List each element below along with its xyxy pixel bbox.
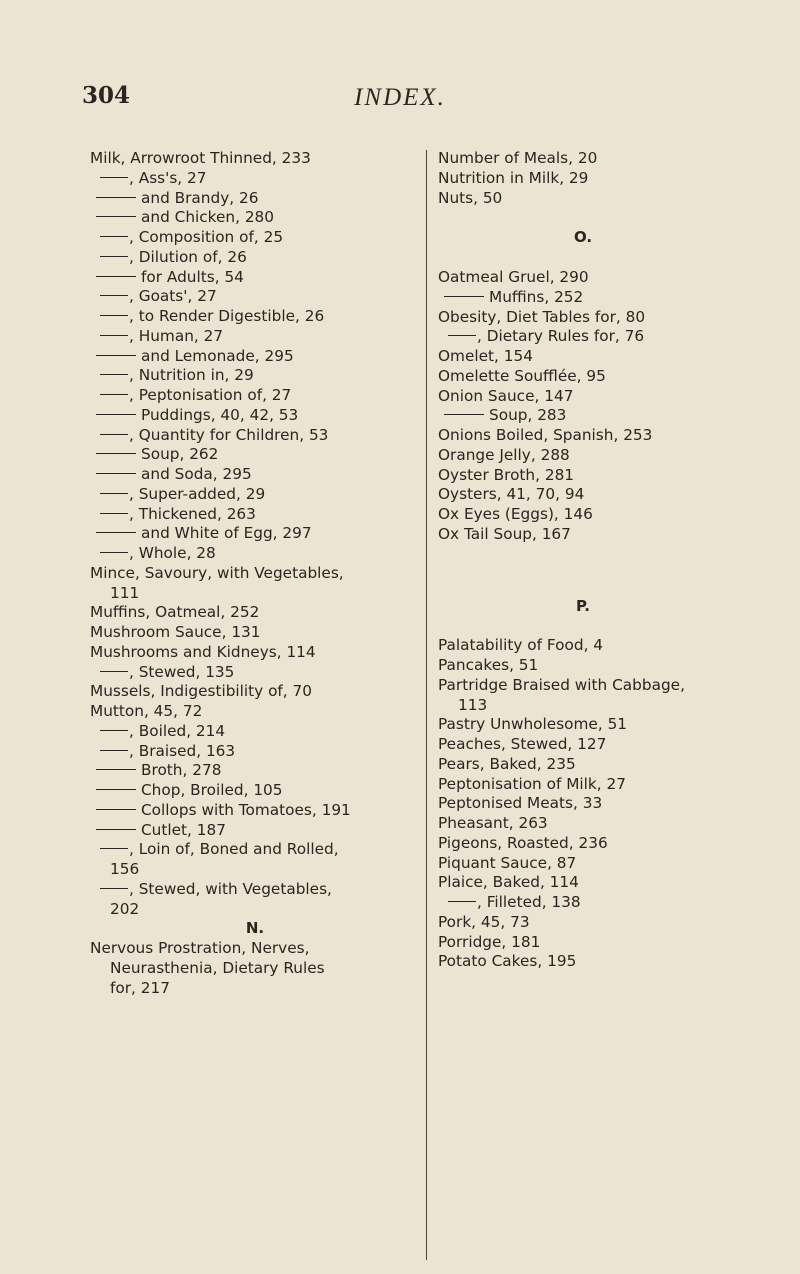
- index-entry: [90, 386, 420, 406]
- ditto-dash: [96, 473, 136, 474]
- entry-text: Omelette Soufflée, 95: [438, 366, 606, 385]
- entry-text: , Thickened, 263: [129, 504, 256, 523]
- index-entry: [438, 775, 728, 795]
- index-entry: [90, 524, 420, 544]
- ditto-dash: [96, 216, 136, 217]
- entry-text: Obesity, Diet Tables for, 80: [438, 307, 646, 326]
- index-entry: [438, 367, 728, 387]
- index-entry: [90, 445, 420, 465]
- ditto-dash: [96, 789, 136, 790]
- entry-text: , Peptonisation of, 27: [129, 386, 292, 404]
- index-entry: [90, 248, 420, 268]
- index-entry: [438, 169, 728, 189]
- index-entry: [438, 525, 728, 545]
- index-entry: [438, 189, 728, 209]
- index-entry: [438, 406, 728, 426]
- index-entry: [90, 426, 420, 446]
- index-entry: [90, 603, 420, 623]
- entry-text: and Chicken, 280: [141, 208, 275, 227]
- index-entry: [90, 880, 420, 920]
- entry-text: Potato Cakes, 195: [438, 952, 577, 971]
- section-letter-p: P.: [576, 596, 590, 615]
- ditto-dash: [96, 532, 136, 533]
- ditto-dash: [100, 730, 128, 731]
- entry-text: Cutlet, 187: [141, 820, 226, 839]
- index-entry: [438, 505, 728, 525]
- entries-n-continued: [438, 149, 728, 208]
- entry-text: Pigeons, Roasted, 236: [438, 833, 608, 852]
- index-entry: [90, 228, 420, 248]
- entry-continuation: Neurasthenia, Dietary Rules: [110, 958, 325, 977]
- index-entry: [90, 149, 420, 169]
- left-column: [90, 149, 420, 998]
- running-head: INDEX.: [354, 84, 446, 111]
- index-entry: [438, 913, 728, 933]
- entry-text: Collops with Tomatoes, 191: [141, 800, 351, 819]
- entry-text: for Adults, 54: [141, 267, 244, 286]
- index-entry: [438, 952, 728, 972]
- index-entry: [90, 682, 420, 702]
- entry-continuation: for, 217: [110, 978, 170, 997]
- index-entry: [438, 387, 728, 407]
- entry-text: Mutton, 45, 72: [90, 702, 203, 720]
- entry-continuation: 156: [110, 860, 140, 878]
- index-entry: [438, 636, 728, 656]
- index-entry: [438, 308, 728, 328]
- entry-text: Peptonisation of Milk, 27: [438, 774, 626, 793]
- entry-text: , Dilution of, 26: [129, 247, 247, 266]
- index-entry: [438, 485, 728, 505]
- entry-text: Puddings, 40, 42, 53: [141, 405, 299, 424]
- entry-text: Partridge Braised with Cabbage,: [438, 675, 685, 694]
- ditto-dash: [100, 374, 128, 375]
- entries-o: [438, 268, 728, 545]
- entry-text: Broth, 278: [141, 761, 222, 780]
- entry-text: Mussels, Indigestibility of, 70: [90, 682, 312, 701]
- entry-continuation: 202: [110, 899, 140, 918]
- ditto-dash: [96, 276, 136, 277]
- ditto-dash: [96, 355, 136, 356]
- index-entry: [438, 268, 728, 288]
- index-entry: [90, 761, 420, 781]
- index-entry: [90, 406, 420, 426]
- entry-text: Pork, 45, 73: [438, 912, 530, 931]
- entry-text: , Quantity for Children, 53: [129, 425, 329, 444]
- entry-text: Palatability of Food, 4: [438, 636, 604, 655]
- ditto-dash: [100, 493, 128, 494]
- entry-text: Muffins, 252: [489, 287, 584, 306]
- entry-text: Oysters, 41, 70, 94: [438, 485, 585, 504]
- index-entry: [90, 307, 420, 327]
- entry-text: Ox Tail Soup, 167: [438, 524, 571, 543]
- entry-text: Nervous Prostration, Nerves,: [90, 939, 310, 957]
- index-entry: [90, 742, 420, 762]
- ditto-dash: [100, 315, 128, 316]
- index-entry: [438, 327, 728, 347]
- ditto-dash: [444, 414, 484, 415]
- index-entry: [438, 854, 728, 874]
- index-entry: [90, 327, 420, 347]
- index-entry: [438, 426, 728, 446]
- entry-text: , Ass's, 27: [129, 168, 207, 187]
- ditto-dash: [100, 256, 128, 257]
- entry-text: Piquant Sauce, 87: [438, 853, 577, 872]
- ditto-dash: [100, 236, 128, 237]
- ditto-dash: [100, 552, 128, 553]
- index-entry: [90, 485, 420, 505]
- column-divider: [426, 150, 427, 1260]
- entry-text: Chop, Broiled, 105: [141, 781, 283, 799]
- index-entry: [438, 755, 728, 775]
- entry-text: Oatmeal Gruel, 290: [438, 268, 589, 286]
- entry-text: and Soda, 295: [141, 465, 252, 483]
- index-entry: [438, 893, 728, 913]
- ditto-dash: [96, 829, 136, 830]
- index-entry: [438, 149, 728, 169]
- index-entry: [90, 643, 420, 663]
- index-entry: [90, 465, 420, 485]
- ditto-dash: [100, 434, 128, 435]
- entry-text: Omelet, 154: [438, 347, 533, 365]
- index-entry: [90, 702, 420, 722]
- entry-text: Onions Boiled, Spanish, 253: [438, 426, 653, 444]
- ditto-dash: [96, 809, 136, 810]
- index-entry: [438, 347, 728, 367]
- index-entry: [90, 663, 420, 683]
- entry-text: , Super-added, 29: [129, 484, 266, 503]
- index-entry: [90, 544, 420, 564]
- entry-text: , Whole, 28: [129, 544, 216, 562]
- entry-text: Muffins, Oatmeal, 252: [90, 603, 260, 622]
- right-column: [438, 149, 728, 972]
- entry-text: Milk, Arrowroot Thinned, 233: [90, 149, 311, 167]
- index-entry: [438, 834, 728, 854]
- entry-text: , Stewed, 135: [129, 662, 235, 681]
- index-entry: [90, 939, 420, 998]
- entry-text: Ox Eyes (Eggs), 146: [438, 505, 593, 523]
- ditto-dash: [100, 177, 128, 178]
- entries-p: [438, 636, 728, 972]
- entry-text: , Composition of, 25: [129, 228, 284, 246]
- entry-text: Peptonised Meats, 33: [438, 794, 603, 813]
- entry-text: Mince, Savoury, with Vegetables,: [90, 563, 344, 582]
- ditto-dash: [96, 414, 136, 415]
- entry-text: , Filleted, 138: [477, 893, 581, 911]
- ditto-dash: [100, 513, 128, 514]
- index-entry: [438, 715, 728, 735]
- index-entry: [438, 735, 728, 755]
- entry-text: , to Render Digestible, 26: [129, 307, 325, 325]
- section-letter-o: O.: [573, 228, 593, 247]
- index-entry: [438, 288, 728, 308]
- ditto-dash: [96, 197, 136, 198]
- index-entry: [438, 933, 728, 953]
- entries-m: [90, 149, 420, 919]
- index-entry: [90, 189, 420, 209]
- entry-text: Nuts, 50: [438, 188, 503, 207]
- index-entry: [90, 781, 420, 801]
- entry-text: Number of Meals, 20: [438, 149, 598, 167]
- ditto-dash: [448, 901, 476, 902]
- entry-text: , Human, 27: [129, 326, 224, 345]
- entry-text: Peaches, Stewed, 127: [438, 735, 607, 753]
- section-letter-n: N.: [245, 919, 265, 938]
- entry-text: Mushrooms and Kidneys, 114: [90, 642, 316, 661]
- index-entry: [438, 466, 728, 486]
- index-entry: [90, 840, 420, 880]
- index-entry: [90, 505, 420, 525]
- index-entry: [438, 814, 728, 834]
- entry-text: , Boiled, 214: [129, 721, 226, 740]
- index-entry: [90, 287, 420, 307]
- index-entry: [90, 208, 420, 228]
- entry-text: , Braised, 163: [129, 741, 236, 760]
- entry-text: Plaice, Baked, 114: [438, 873, 579, 892]
- ditto-dash: [96, 453, 136, 454]
- entry-text: Nutrition in Milk, 29: [438, 168, 589, 187]
- entry-text: and Brandy, 26: [141, 188, 259, 207]
- entry-text: Soup, 262: [141, 445, 219, 464]
- entries-n: [90, 939, 420, 998]
- entry-text: and White of Egg, 297: [141, 524, 312, 543]
- entry-text: Soup, 283: [489, 406, 567, 425]
- entry-text: Pancakes, 51: [438, 656, 539, 674]
- index-entry: [90, 366, 420, 386]
- entry-text: Porridge, 181: [438, 932, 541, 951]
- ditto-dash: [100, 394, 128, 395]
- entry-text: and Lemonade, 295: [141, 346, 294, 365]
- ditto-dash: [96, 769, 136, 770]
- entry-text: Mushroom Sauce, 131: [90, 623, 261, 641]
- entry-text: , Goats', 27: [129, 287, 217, 306]
- page-number: 304: [82, 82, 131, 109]
- ditto-dash: [100, 888, 128, 889]
- index-entry: [90, 347, 420, 367]
- entry-text: Oyster Broth, 281: [438, 465, 575, 484]
- index-entry: [438, 676, 728, 716]
- ditto-dash: [444, 296, 484, 297]
- index-entry: [90, 623, 420, 643]
- entry-text: Pastry Unwholesome, 51: [438, 715, 628, 734]
- ditto-dash: [100, 671, 128, 672]
- index-entry: [438, 656, 728, 676]
- index-entry: [438, 794, 728, 814]
- index-entry: [90, 169, 420, 189]
- ditto-dash: [448, 335, 476, 336]
- ditto-dash: [100, 750, 128, 751]
- index-entry: [90, 821, 420, 841]
- index-entry: [90, 722, 420, 742]
- entry-text: , Dietary Rules for, 76: [477, 327, 645, 346]
- entry-text: Pheasant, 263: [438, 814, 548, 832]
- entry-text: Pears, Baked, 235: [438, 754, 576, 773]
- ditto-dash: [100, 295, 128, 296]
- entry-text: Onion Sauce, 147: [438, 386, 574, 405]
- entry-text: Orange Jelly, 288: [438, 445, 570, 464]
- index-entry: [90, 564, 420, 604]
- entry-continuation: 111: [110, 583, 140, 602]
- ditto-dash: [100, 848, 128, 849]
- entry-text: , Loin of, Boned and Rolled,: [129, 840, 339, 859]
- index-entry: [438, 873, 728, 893]
- entry-text: , Nutrition in, 29: [129, 366, 254, 385]
- index-entry: [90, 801, 420, 821]
- ditto-dash: [100, 335, 128, 336]
- index-entry: [438, 446, 728, 466]
- index-entry: [90, 268, 420, 288]
- entry-continuation: 113: [458, 695, 488, 714]
- entry-text: , Stewed, with Vegetables,: [129, 879, 332, 898]
